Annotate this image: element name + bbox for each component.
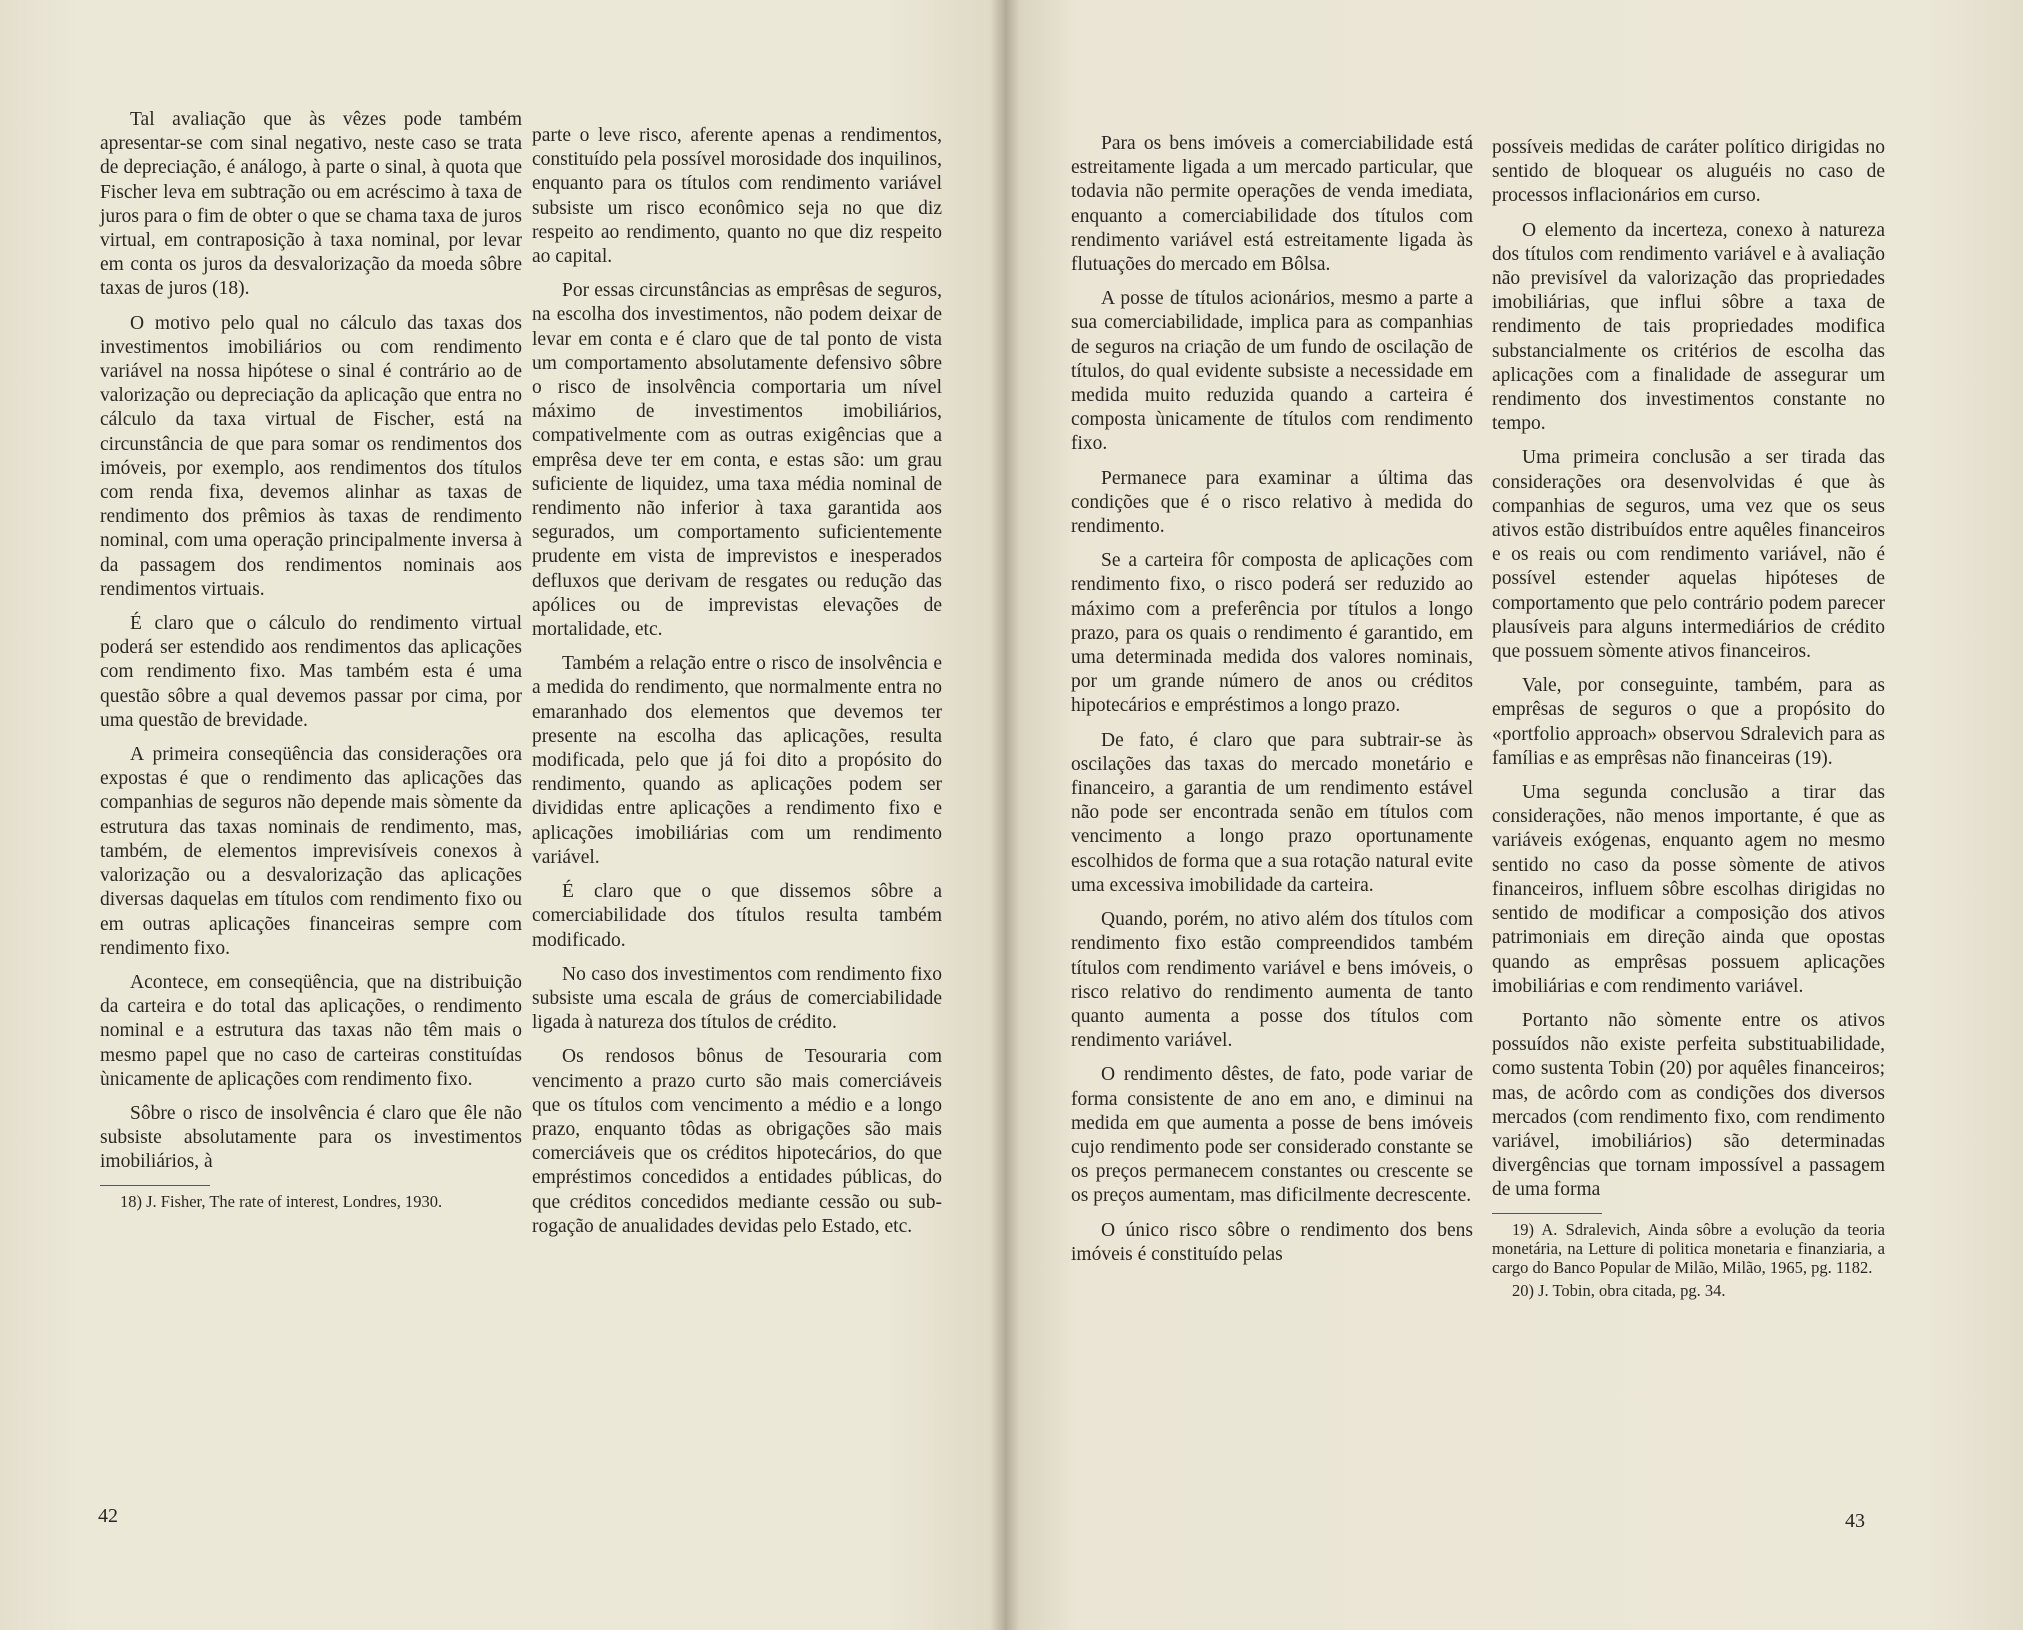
- paragraph: O rendimento dêstes, de fato, pode variar de forma consistente de ano em ano, e diminui na medida em que aumenta a posse de bens imóveis cujo rendimento pode ser considerado constante se os preços permanecem constantes ou crescente se os preços aumentam, mas dificilmente decrescente.: [1071, 1064, 1473, 1207]
- paragraph: Vale, por conseguinte, também, para as emprêsas de seguros o que a propósito do «portfolio approach» observou Sdralevich para as famílias e as emprêsas não financeiras (19).: [1492, 675, 1885, 769]
- paragraph: A posse de títulos acionários, mesmo a parte a sua comerciabilidade, implica para as companhias de seguros na criação de um fundo de oscilação de títulos, do qual evidente subsiste a necessidade em medida muito reduzida quando a carteira é composta ùnicamente de títulos com rendimento fixo.: [1071, 288, 1473, 455]
- paragraph: Permanece para examinar a última das condições que é o risco relativo à medida do rendimento.: [1071, 467, 1473, 538]
- paragraph: A primeira conseqüência das considerações ora expostas é que o rendimento das aplicações das companhias de seguros não depende mais sòmente da estrutura das taxas nominais de rendimento, mas, também, de elementos imprevisíveis conexos à valorização ou a desvalorização das aplicações diversas daquelas em títulos com rendimento fixo ou em outras aplicações financeiras sempre com rendimento fixo.: [100, 744, 522, 959]
- right-page: [1005, 0, 2023, 1630]
- paragraph: Tal avaliação que às vêzes pode também apresentar-se com sinal negativo, neste caso se trata de depreciação, é análogo, à parte o sinal, à quota que Fischer leva em subtração ou em acréscimo à taxa de juros para o fim de obter o que se chama taxa de juros virtual, em contraposição à taxa nominal, por levar em conta os juros da desvalorização da moeda sôbre taxas de juros (18).: [100, 109, 522, 300]
- left-page-column-2: [532, 124, 942, 1249]
- left-page: [0, 0, 1005, 1630]
- footnote-rule: [100, 1185, 210, 1186]
- footnote-19: 19) A. Sdralevich, Ainda sôbre a evolução da teoria monetária, na Letture di politica monetaria e finanziaria, a cargo do Banco Popular de Milão, Milão, 1965, pg. 1182.: [1492, 1219, 1885, 1277]
- paragraph: O motivo pelo qual no cálculo das taxas dos investimentos imobiliários ou com rendimento variável na nossa hipótese o sinal é contrário ao de valorização ou depreciação da aplicação que entra no cálculo da taxa virtual de Fischer, está na circunstância de que para somar os rendimentos dos imóveis, por exemplo, aos rendimentos dos títulos com renda fixa, devemos alinhar as taxas de rendimento dos prêmios às taxas de rendimento nominal, com uma operação principalmente inversa à da passagem dos rendimentos nominais aos rendimentos virtuais.: [100, 312, 522, 600]
- paragraph: Quando, porém, no ativo além dos títulos com rendimento fixo estão compreendidos também títulos com rendimento variável e bens imóveis, o risco relativo do rendimento aumenta de tanto quanto aumenta a posse dos títulos com rendimento variável.: [1071, 909, 1473, 1052]
- paragraph: parte o leve risco, aferente apenas a rendimentos, constituído pela possível morosidade dos inquilinos, enquanto para os títulos com rendimento variável subsiste um risco econômico seja no que diz respeito ao rendimento, quanto no que diz respeito ao capital.: [532, 125, 942, 268]
- paragraph: Se a carteira fôr composta de aplicações com rendimento fixo, o risco poderá ser reduzido ao máximo com a preferência por títulos a longo prazo, para os quais o rendimento é garantido, em uma determinada medida dos valores nominais, por um grande número de anos ou créditos hipotecários e empréstimos a longo prazo.: [1071, 550, 1473, 717]
- paragraph: No caso dos investimentos com rendimento fixo subsiste uma escala de gráus de comerciabilidade ligada à natureza dos títulos de crédito.: [532, 963, 942, 1034]
- paragraph: Uma primeira conclusão a ser tirada das considerações ora desenvolvidas é que às companhias de seguros, uma vez que os seus ativos estão distribuídos entre aquêles financeiros e os reais ou com rendimento variável, não é possível estender aquelas hipóteses de comportamento que pelo contrário podem parecer plausíveis para alguns intermediários de crédito que possuem sòmente ativos financeiros.: [1492, 447, 1885, 663]
- paragraph: possíveis medidas de caráter político dirigidas no sentido de bloquear os aluguéis no caso de processos inflacionários em curso.: [1492, 137, 1885, 207]
- paragraph: É claro que o que dissemos sôbre a comerciabilidade dos títulos resulta também modificado.: [532, 881, 942, 951]
- paragraph: Para os bens imóveis a comerciabilidade está estreitamente ligada a um mercado particular, que todavia não permite operações de venda imediata, enquanto a comerciabilidade dos títulos com rendimento variável está estreitamente ligada às flutuações do mercado em Bôlsa.: [1071, 133, 1473, 276]
- paragraph: Uma segunda conclusão a tirar das considerações, não menos importante, é que as variáveis exógenas, enquanto agem no mesmo sentido no caso da posse sòmente de ativos financeiros, influem sôbre escolhas dirigidas no sentido de modificar a composição dos ativos patrimoniais em direção ainda que opostas quando as emprêsas possuem aplicações imobiliárias e com rendimento variável.: [1492, 782, 1885, 997]
- paragraph: Também a relação entre o risco de insolvência e a medida do rendimento, que normalmente entra no emaranhado dos elementos que devemos ter presente na escolha das aplicações, resulta modificada, pelo que já foi dito a propósito do rendimento, quando as aplicações podem ser divididas entre aplicações a rendimento fixo e aplicações imobiliárias com um rendimento variável.: [532, 653, 942, 868]
- paragraph: Sôbre o risco de insolvência é claro que êle não subsiste absolutamente para os investimentos imobiliários, à: [100, 1102, 522, 1173]
- page-number-left: 42: [98, 1505, 118, 1527]
- footnote-rule: [1492, 1213, 1602, 1214]
- right-page-column-2: [1492, 136, 1885, 1304]
- page-number-right: 43: [1845, 1510, 1865, 1532]
- right-page-column-1: [1071, 132, 1473, 1277]
- paragraph: É claro que o cálculo do rendimento virtual poderá ser estendido aos rendimentos das aplicações com rendimento fixo. Mas também esta é uma questão sôbre a qual devemos passar por cima, por uma questão de brevidade.: [100, 613, 522, 731]
- paragraph: Por essas circunstâncias as emprêsas de seguros, na escolha dos investimentos, não podem deixar de levar em conta e é claro que de tal ponto de vista um comportamento absolutamente defensivo sôbre o risco de insolvência comportaria um nível máximo de investimentos imobiliários, compativelmente com as outras exigências que a emprêsa deve ter em conta, e estas são: um grau suficiente de liquidez, uma taxa média nominal de rendimento não inferior à taxa garantida aos segurados, um comportamento suficientemente prudente em vista de imprevistos e inesperados defluxos que derivam de resgates ou redução das apólices ou de imprevistas elevações de mortalidade, etc.: [532, 280, 942, 641]
- paragraph: Os rendosos bônus de Tesouraria com vencimento a prazo curto são mais comerciáveis que os títulos com vencimento a médio e a longo prazo, enquanto tôdas as obrigações são mais comerciáveis que os créditos hipotecários, do que empréstimos concedidos a entidades públicas, do que créditos concedidos mediante cessão ou sub-rogação de anualidades devidas pelo Estado, etc.: [532, 1046, 942, 1237]
- paragraph: Portanto não sòmente entre os ativos possuídos não existe perfeita substituabilidade, como sustenta Tobin (20) por aquêles financeiros; mas, de acôrdo com as condições dos diversos mercados (com rendimento fixo, com rendimento variável, imobiliários) são determinadas divergências que tornam impossível a passagem de uma forma: [1492, 1009, 1885, 1201]
- paragraph: O elemento da incerteza, conexo à natureza dos títulos com rendimento variável e à avaliação não previsível da valorização das propriedades imobiliárias, que influi sôbre a taxa de rendimento de tais propriedades modifica substancialmente os critérios de escolha das aplicações com a finalidade de assegurar um rendimento dos investimentos constante no tempo.: [1492, 219, 1885, 435]
- footnote-18: 18) J. Fisher, The rate of interest, Londres, 1930.: [120, 1191, 443, 1211]
- paragraph: O único risco sôbre o rendimento dos bens imóveis é constituído pelas: [1071, 1219, 1473, 1265]
- paragraph: Acontece, em conseqüência, que na distribuição da carteira e do total das aplicações, o rendimento nominal e a estrutura das taxas não têm mais o mesmo papel que no caso de carteiras constituídas ùnicamente de aplicações com rendimento fixo.: [100, 971, 522, 1090]
- book-gutter: [990, 0, 1020, 1630]
- footnote-20: 20) J. Tobin, obra citada, pg. 34.: [1512, 1280, 1726, 1300]
- left-page-column-1: [100, 108, 522, 1215]
- paragraph: De fato, é claro que para subtrair-se às oscilações das taxas do mercado monetário e financeiro, a garantia de um rendimento estável não pode ser encontrada senão em títulos com vencimento a longo prazo oportunamente escolhidos de forma que a sua rotação natural evite uma excessiva imobilidade da carteira.: [1071, 729, 1473, 896]
